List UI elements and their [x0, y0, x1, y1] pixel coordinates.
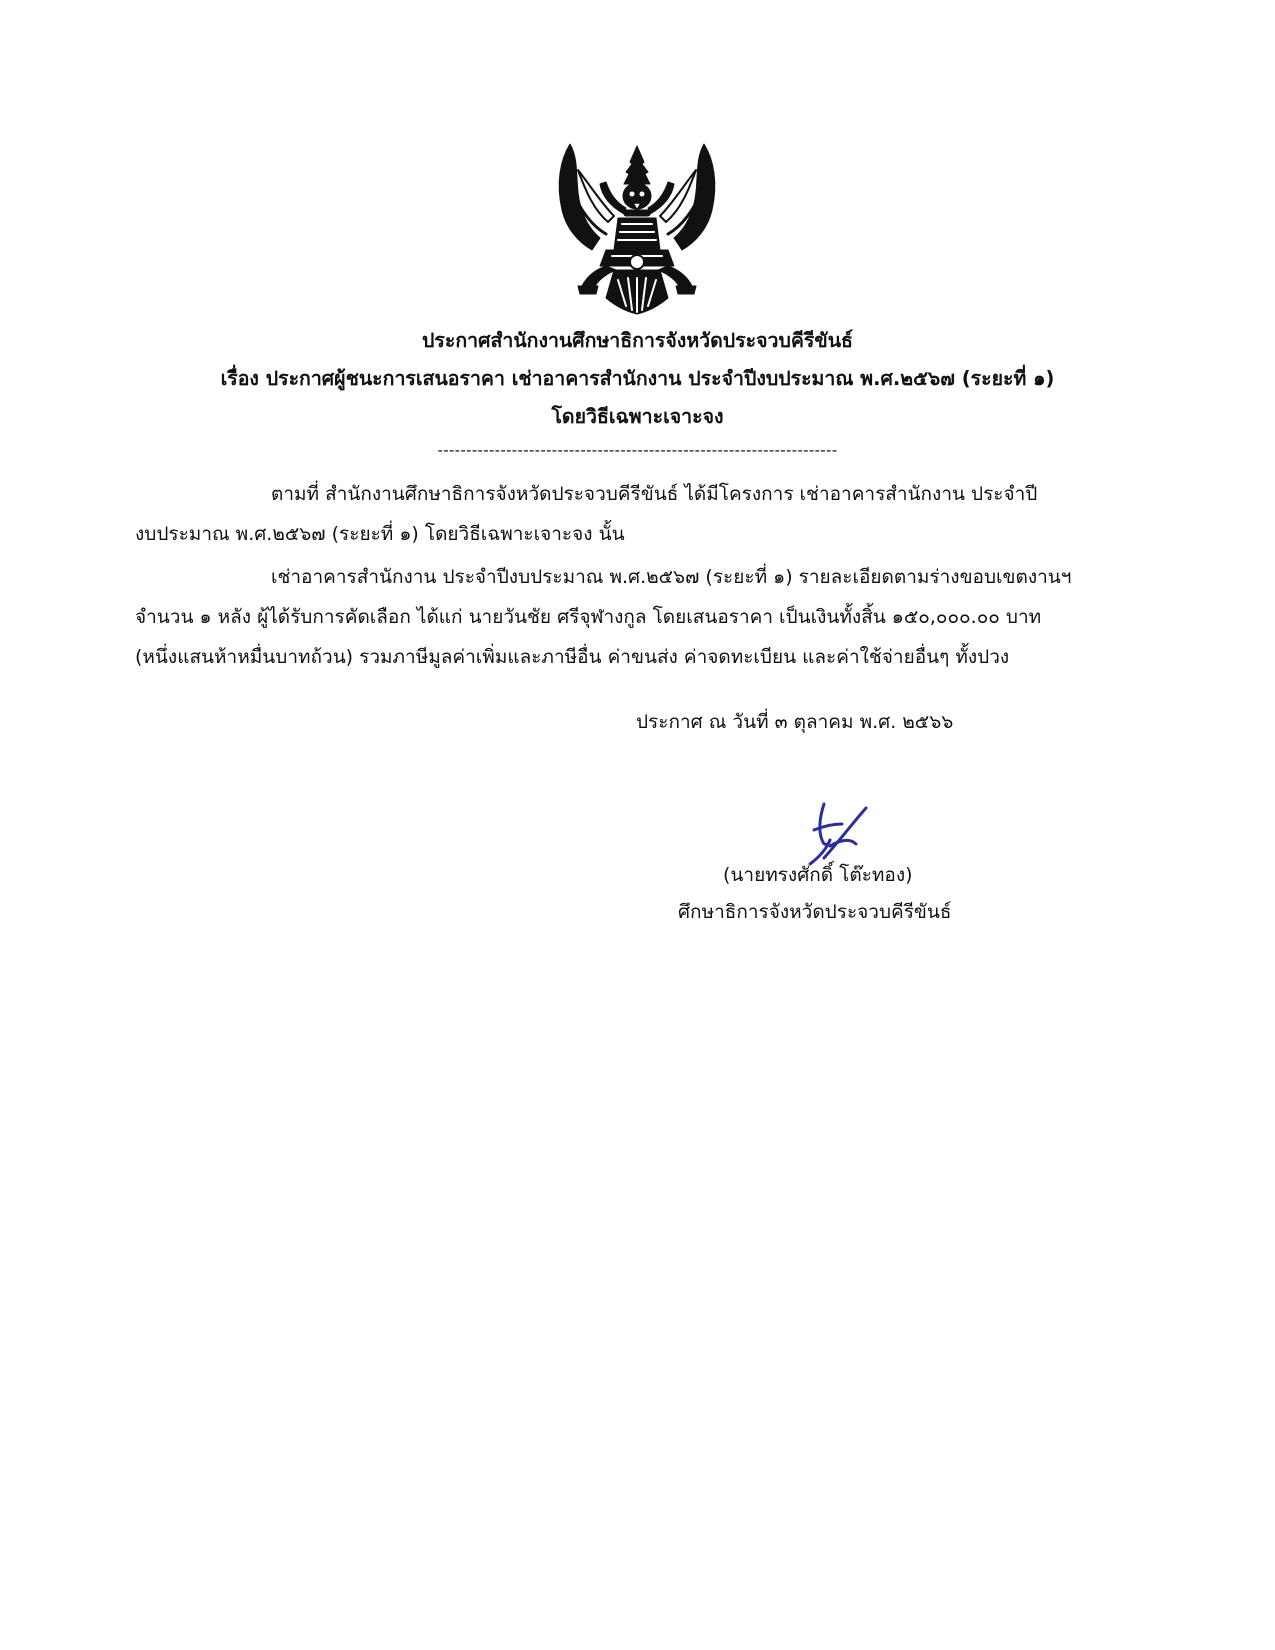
paragraph-2-line-3: (หนึ่งแสนห้าหมื่นบาทถ้วน) รวมภาษีมูลค่าเพิ่มและภาษีอื่น ค่าขนส่ง ค่าจดทะเบียน และค่าใช้จ่ายอื่นๆ ทั้งปวง — [135, 646, 1010, 668]
paragraph-2-line-1: เช่าอาคารสำนักงาน ประจำปีงบประมาณ พ.ศ.๒๕๖๗ (ระยะที่ ๑) รายละเอียดตามร่างขอบเขตงานฯ — [271, 566, 1072, 588]
paragraph-1 — [135, 474, 1135, 554]
signer-name: (นายทรงศักดิ์ โต๊ะทอง) — [723, 864, 913, 886]
header-divider: ---------------------------------------------------------------------- — [437, 441, 838, 459]
handwritten-signature — [800, 800, 870, 868]
paragraph-2 — [135, 557, 1135, 677]
paragraph-2-line-2: จำนวน ๑ หลัง ผู้ได้รับการคัดเลือก ได้แก่ นายวันชัย ศรีจุฬางกูล โดยเสนอราคา เป็นเงินทั้งสิ้น ๑๕๐,๐๐๐.๐๐ บาท — [135, 606, 1042, 628]
document-header — [0, 322, 1275, 436]
header-line-1: ประกาศสำนักงานศึกษาธิการจังหวัดประจวบคีรีขันธ์ — [422, 329, 853, 352]
header-line-2: เรื่อง ประกาศผู้ชนะการเสนอราคา เช่าอาคารสำนักงาน ประจำปีงบประมาณ พ.ศ.๒๕๖๗ (ระยะที่ ๑) — [220, 367, 1055, 390]
paragraph-1-line-2: งบประมาณ พ.ศ.๒๕๖๗ (ระยะที่ ๑) โดยวิธีเฉพาะเจาะจง นั้น — [135, 523, 625, 545]
signer-title: ศึกษาธิการจังหวัดประจวบคีรีขันธ์ — [678, 901, 952, 923]
paragraph-1-line-1: ตามที่ สำนักงานศึกษาธิการจังหวัดประจวบคีรีขันธ์ ได้มีโครงการ เช่าอาคารสำนักงาน ประจำปี — [271, 483, 1038, 505]
garuda-emblem — [556, 140, 718, 318]
announcement-date: ประกาศ ณ วันที่ ๓ ตุลาคม พ.ศ. ๒๕๖๖ — [636, 711, 954, 733]
header-line-3: โดยวิธีเฉพาะเจาะจง — [551, 405, 724, 428]
